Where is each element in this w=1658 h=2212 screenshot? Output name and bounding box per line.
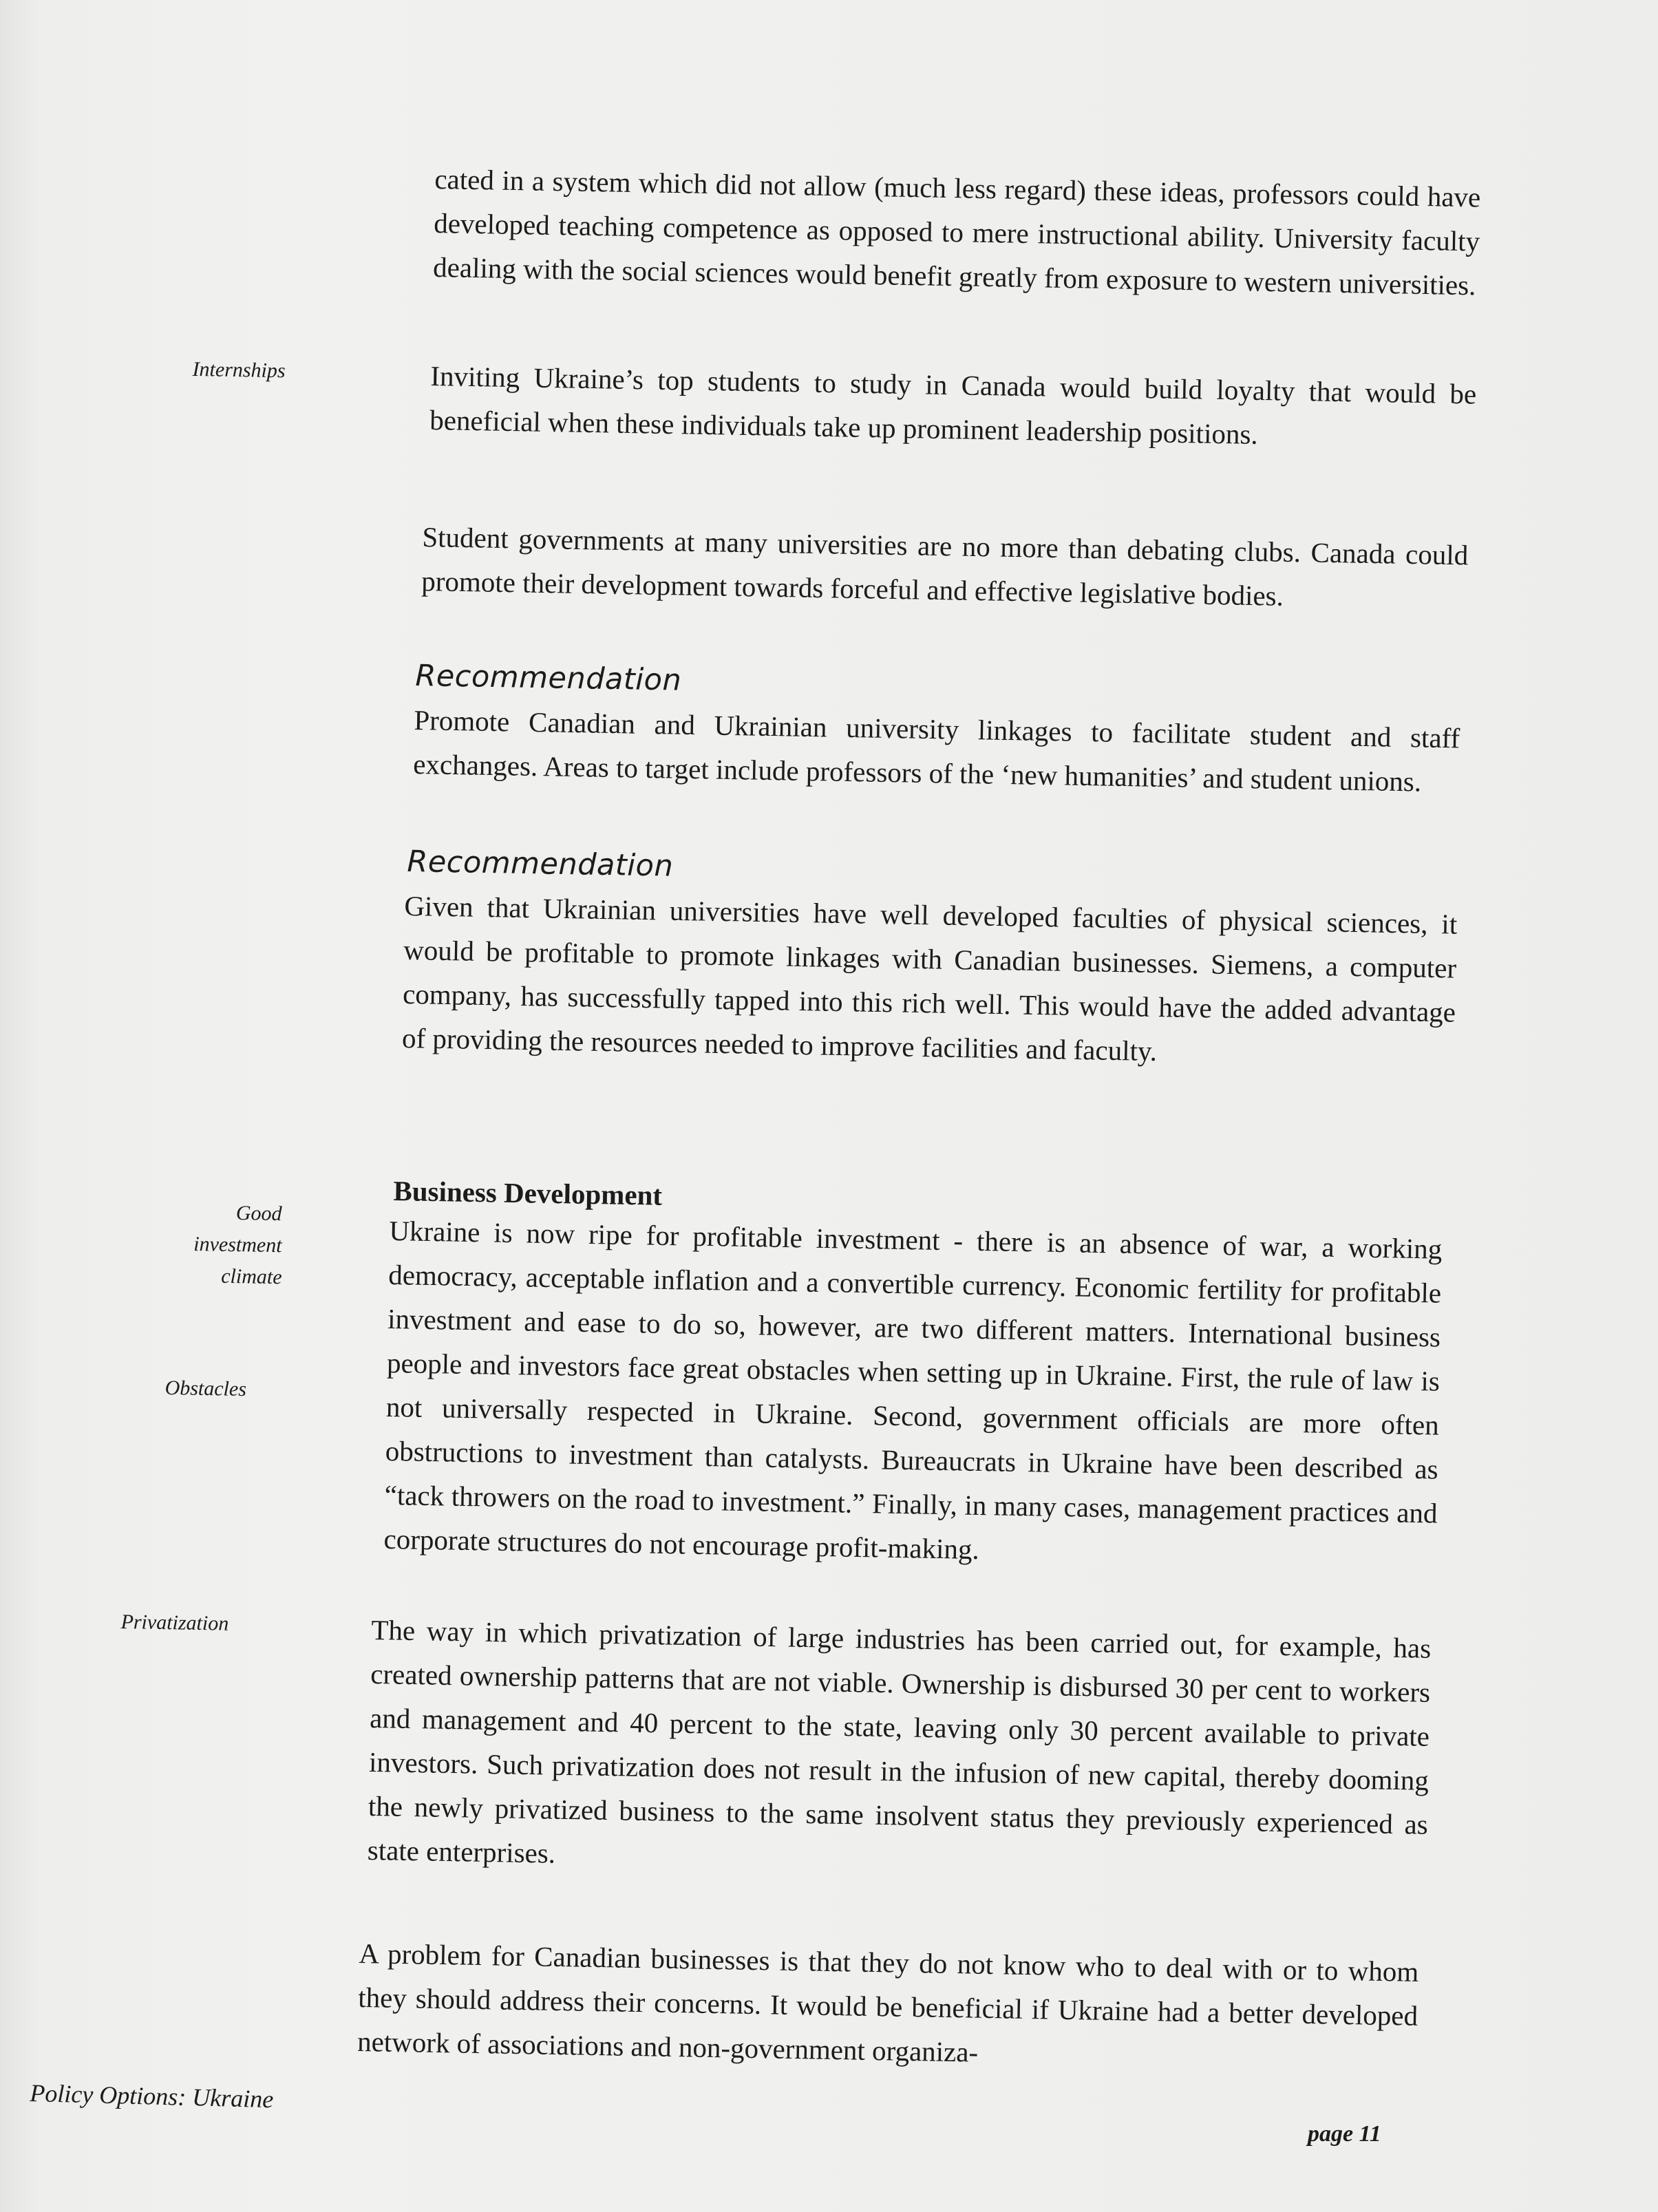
margin-note-line-climate: climate — [220, 1264, 282, 1289]
paragraph-student-governments: Student governments at many universities are no more than debating clubs. Canada could promote their development towards forceful and effective legislative bodies. — [421, 520, 1469, 612]
paragraph-canadian-businesses: A problem for Canadian businesses is that they do not know who to deal with or to whom they should address their concerns. It would be beneficial if Ukraine had a better developed network of associations and non-government organiza- — [357, 1937, 1419, 2068]
paragraph-faculty-continued: cated in a system which did not allow (much less regard) these ideas, professors could have developed teaching competence as opposed to mere instructional ability. University faculty dealing with the social sciences would benefit greatly from exposure to western universities. — [432, 162, 1481, 301]
paragraph-privatization: The way in which privatization of large industries has been carried out, for example, has created ownership patterns that are not viable. Ownership is disbursed 30 per cent to workers and management and 40 percent to the state, leaving only 30 percent available to private investors. Such privatization does not result in the infusion of new capital, thereby dooming the newly privatized business to the same insolvent status they previously experienced as state enterprises. — [367, 1613, 1432, 1869]
margin-note-privatization: Privatization — [120, 1610, 229, 1635]
footer-page-number: page 11 — [1308, 2121, 1381, 2147]
paragraph-internships: Inviting Ukraine’s top students to study in Canada would build loyalty that would be beneficial when these individuals take up prominent leadership positions. — [429, 359, 1477, 450]
recommendation-heading-2: Recommendation — [407, 844, 674, 884]
recommendation-text-2: Given that Ukrainian universities have well developed faculties of physical sciences, it would be profitable to promote linkages with Canadian businesses. Siemens, a computer company, has successfully tapped into this rich well. This would have the added advantage of providing the resources needed to improve facilities and faculty. — [401, 889, 1458, 1067]
margin-note-internships: Internships — [192, 357, 286, 383]
margin-note-line-investment: investment — [193, 1233, 282, 1257]
recommendation-text-1: Promote Canadian and Ukrainian university linkages to facilitate student and staff exchanges. Areas to target include professors of the ‘new humanities’ and student unions. — [412, 703, 1460, 798]
section-heading-business-development: Business Development — [393, 1174, 663, 1211]
margin-note-line-good: Good — [235, 1201, 282, 1226]
paragraph-business-development: Ukraine is now ripe for profitable investment - there is an absence of war, a working democracy, acceptable inflation and a convertible currency. Economic fertility for profitable investment and ease to do so, however, are two different matters. International business people and investors face great obstacles when setting up in Ukraine. First, the rule of law is not universally respected in Ukraine. Second, government officials are more often obstructions to investment than catalysts. Bureaucrats in Ukraine have been described as “tack throwers on the road to investment.” Finally, in many cases, management practices and corporate structures do not encourage profit-making. — [383, 1214, 1443, 1566]
recommendation-heading-1: Recommendation — [415, 658, 682, 698]
margin-note-obstacles: Obstacles — [164, 1376, 247, 1401]
footer-publication-title: Policy Options: Ukraine — [29, 2078, 274, 2114]
